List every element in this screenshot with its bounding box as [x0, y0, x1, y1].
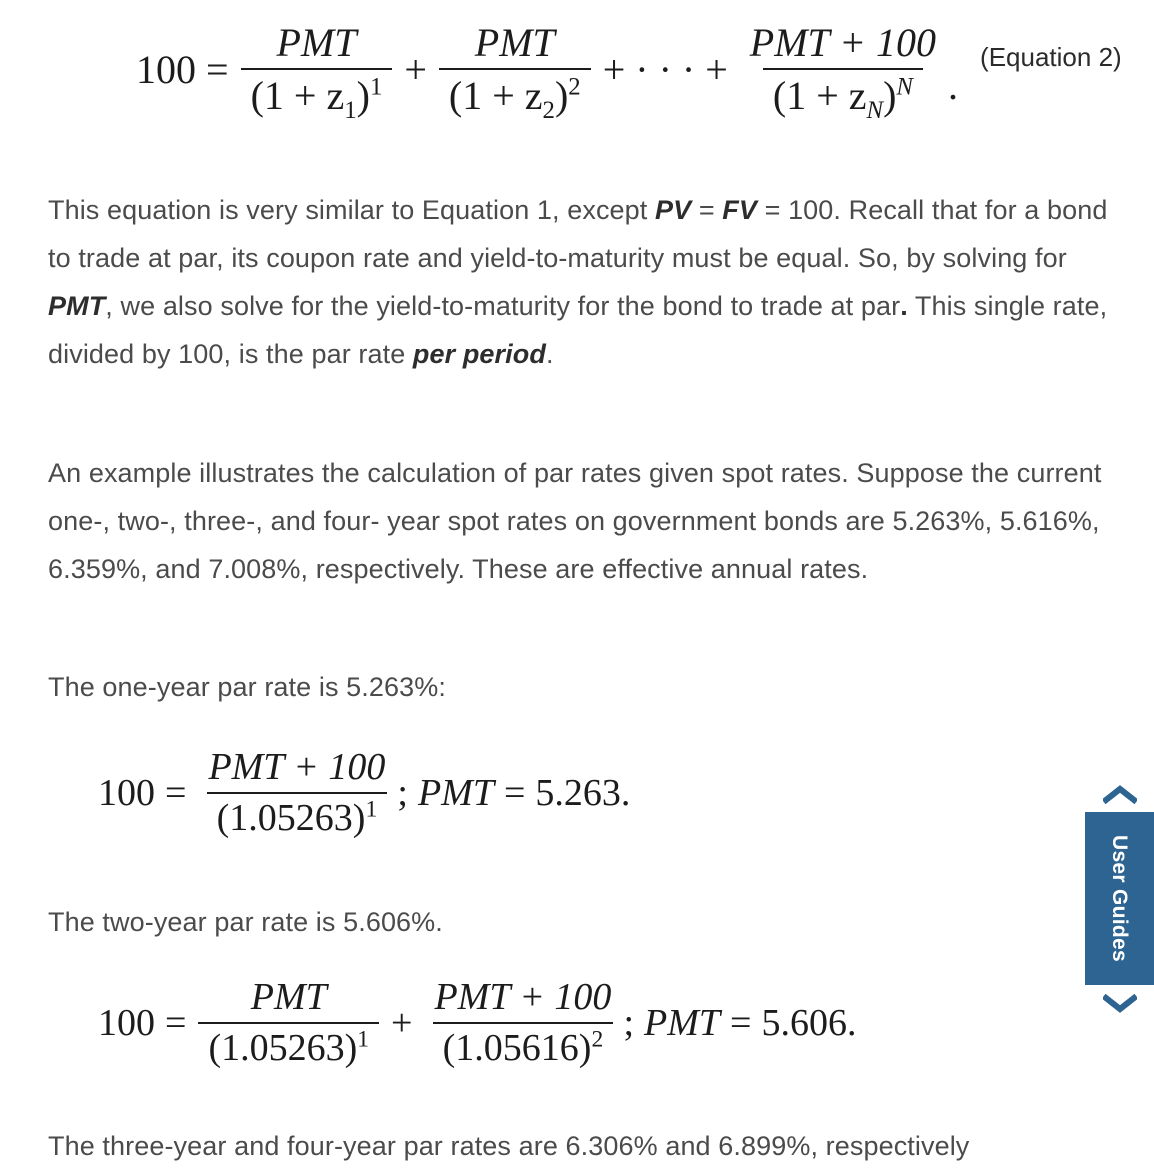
para1-fv: FV	[722, 195, 757, 225]
equation-2-term-3-den-close: )	[883, 73, 897, 118]
equation-4-result-variable: PMT	[644, 1002, 720, 1045]
equation-2-equals: =	[206, 47, 229, 92]
equation-2-term-3-denominator	[763, 68, 923, 124]
equation-2-term-2	[439, 20, 591, 124]
lead-three-and-four-year-par-rates: The three-year and four-year par rates are 6.306% and 6.899%, respectively	[48, 1131, 970, 1161]
equation-4-plus: +	[391, 1002, 413, 1045]
equation-2-plus-1: +	[404, 47, 427, 92]
equation-2-term-2-numerator: PMT	[474, 20, 555, 65]
equation-4-term-2-denominator	[433, 1022, 614, 1069]
lead-two-year-par-rate: The two-year par rate is 5.606%.	[48, 907, 443, 937]
equation-2-term-1-den-base: (1 + z	[250, 73, 345, 118]
equation-3-numerator: PMT + 100	[208, 746, 386, 788]
equation-4-term-2	[424, 978, 621, 1069]
equation-3-den-base: (1.05263)	[216, 796, 366, 839]
user-guides-side-tab[interactable]	[1085, 775, 1154, 1025]
equation-2-term-2-denominator	[439, 68, 591, 124]
equation-2-term-3	[740, 20, 946, 124]
para1-part1: This equation is very similar to Equation 1, except	[48, 195, 655, 225]
equation-2-terminator: .	[948, 63, 959, 108]
equation-2-term-2-den-exponent: 2	[568, 73, 581, 101]
equation-2-term-2-den-close: )	[554, 73, 569, 118]
equation-2-ellipsis: + · · · +	[602, 47, 728, 92]
para1-part6: .	[545, 339, 554, 369]
equation-4-semicolon: ;	[623, 1002, 634, 1045]
equation-2-term-1-den-exponent: 1	[369, 73, 383, 101]
user-guides-label: User Guides	[1108, 834, 1132, 962]
equation-two-year-par-rate	[98, 978, 856, 1069]
equation-2	[136, 20, 1122, 124]
equation-2-term-2-den-base: (1 + z	[448, 73, 543, 118]
para1-period-mark: .	[900, 291, 908, 321]
equation-3-result-value: 5.263.	[535, 772, 631, 815]
equation-2-term-2-den-subscript: 2	[542, 97, 555, 124]
equation-3-equals: =	[165, 772, 187, 815]
equation-2-label: (Equation 2)	[980, 42, 1122, 72]
equation-2-term-1-numerator: PMT	[276, 20, 357, 65]
equation-2-term-1-den-subscript: 1	[344, 97, 357, 124]
equation-4-term-1-numerator: PMT	[250, 976, 327, 1018]
paragraph-equation-explanation	[48, 186, 1108, 378]
equation-2-term-3-den-subscript: N	[866, 97, 884, 124]
equation-2-term-3-den-base: (1 + z	[772, 73, 867, 118]
paragraph-example-spot-rates: An example illustrates the calculation of par rates given spot rates. Suppose the current one-, two-, three-, and four- year spot rates on government bonds are 5.263%, 5.616%, 6.359%, and 7.008%, respectively. These are effective annual rates.	[48, 458, 1102, 584]
para1-pmt: PMT	[48, 291, 106, 321]
chevron-up-icon	[1103, 784, 1137, 804]
equation-one-year-par-rate	[98, 748, 630, 839]
equation-2-term-3-den-exponent: N	[896, 73, 913, 101]
equation-4-term-2-den-base: (1.05616)	[442, 1026, 592, 1069]
para1-part4: , we also solve for the yield-to-maturity for the bond to trade at par	[105, 291, 901, 321]
equation-2-lhs: 100	[136, 47, 196, 92]
equation-3-denominator	[207, 792, 388, 839]
equation-3-semicolon: ;	[397, 772, 408, 815]
para1-part5: This single rate, divided by 100, is the par rate	[48, 291, 1108, 369]
scroll-down-button[interactable]	[1085, 985, 1154, 1022]
equation-4-equals: =	[165, 1002, 187, 1045]
equation-4-term-2-den-exponent: 2	[591, 1026, 604, 1053]
equation-4-term-1-den-base: (1.05263)	[208, 1026, 358, 1069]
user-guides-panel[interactable]	[1085, 812, 1154, 985]
equation-3-result-variable: PMT	[417, 772, 494, 815]
para1-part3: = 100. Recall that for a bond to trade at par, its coupon rate and yield-to-maturity must be equal. So, by solving for	[48, 195, 1108, 273]
equation-4-term-1-den-exponent: 1	[357, 1026, 370, 1053]
equation-2-term-1	[241, 20, 393, 124]
equation-3-den-exponent: 1	[365, 796, 378, 823]
equation-3-lhs: 100	[98, 772, 155, 815]
lead-one-year-par-rate: The one-year par rate is 5.263%:	[48, 672, 446, 702]
equation-4-lhs: 100	[98, 1002, 155, 1045]
para1-part2: =	[691, 195, 723, 225]
para1-per-period: per period	[412, 339, 546, 369]
para1-pv: PV	[655, 195, 692, 225]
scroll-up-button[interactable]	[1085, 775, 1154, 812]
equation-2-term-1-denominator	[241, 68, 393, 124]
equation-4-term-1	[198, 978, 379, 1069]
equation-4-result-equals: =	[730, 1002, 752, 1045]
equation-4-term-1-denominator	[198, 1022, 379, 1069]
equation-4-result-value: 5.606.	[761, 1002, 857, 1045]
equation-3-result-equals: =	[503, 772, 526, 815]
equation-4-term-2-numerator: PMT + 100	[434, 976, 612, 1018]
chevron-down-icon	[1103, 994, 1137, 1014]
equation-3-fraction	[198, 748, 395, 839]
equation-2-term-1-den-close: )	[356, 73, 370, 118]
equation-2-term-3-numerator: PMT + 100	[749, 20, 937, 65]
